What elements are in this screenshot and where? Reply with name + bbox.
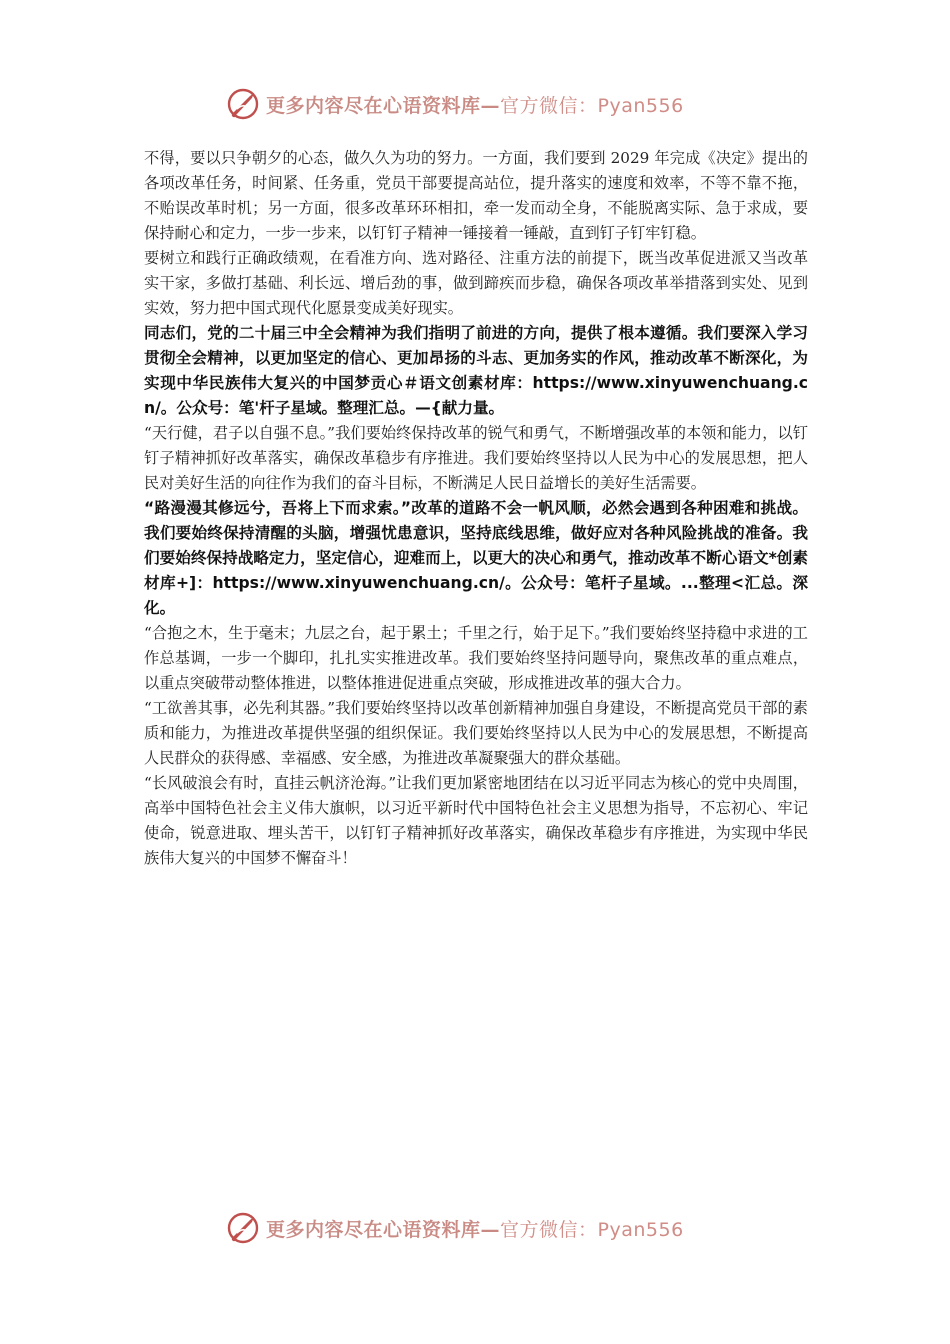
header-banner-text: 更多内容尽在心语资料库—官方微信：Pyan556 bbox=[266, 94, 684, 117]
brush-logo-icon bbox=[226, 1211, 260, 1245]
paragraph-bold: “路漫漫其修远兮，吾将上下而求索。”改革的道路不会一帆风顺，必然会遇到各种困难和挑战。我们要始终保持清醒的头脑，增强忧患意识，坚持底线思维，做好应对各种风险挑战的准备。我们要始终保持战略定力，坚定信心，迎难而上，以更大的决心和勇气，推动改革不断心语文*创素材库+]：https://www.xinyuwenchuang.cn/。公众号：笔杆子星域。...整理<汇总。深化。 bbox=[144, 499, 808, 617]
paragraph: “工欲善其事，必先利其器。”我们要始终坚持以改革创新精神加强自身建设，不断提高党员干部的素质和能力，为推进改革提供坚强的组织保证。我们要始终坚持以人民为中心的发展思想，不断提高人民群众的获得感、幸福感、安全感，为推进改革凝聚强大的群众基础。 bbox=[144, 699, 808, 767]
footer-banner-text: 更多内容尽在心语资料库—官方微信：Pyan556 bbox=[266, 1218, 684, 1241]
paragraph: “长风破浪会有时，直挂云帆济沧海。”让我们更加紧密地团结在以习近平同志为核心的党中央周围，高举中国特色社会主义伟大旗帜，以习近平新时代中国特色社会主义思想为指导，不忘初心、牢记使命，锐意进取、埋头苦干，以钉钉子精神抓好改革落实，确保改革稳步有序推进，为实现中华民族伟大复兴的中国梦不懈奋斗！ bbox=[144, 774, 808, 867]
paragraph-bold: 同志们，党的二十届三中全会精神为我们指明了前进的方向，提供了根本遵循。我们要深入学习贯彻全会精神，以更加坚定的信心、更加昂扬的斗志、更加务实的作风，推动改革不断深化，为实现中华民族伟大复兴的中国梦贡心＃语文创素材库：https://www.xinyuwenchuang.cn/。公众号：笔'杆子星域。整理汇总。—{献力量。 bbox=[144, 324, 808, 417]
header-banner bbox=[226, 86, 726, 122]
paragraph: 要树立和践行正确政绩观，在看准方向、选对路径、注重方法的前提下，既当改革促进派又当改革实干家，多做打基础、利长远、增后劲的事，做到蹄疾而步稳，确保各项改革举措落到实处、见到实效，努力把中国式现代化愿景变成美好现实。 bbox=[144, 249, 808, 317]
brush-logo-icon bbox=[226, 87, 260, 121]
paragraph: “合抱之木，生于毫末；九层之台，起于累土；千里之行，始于足下。”我们要始终坚持稳中求进的工作总基调，一步一个脚印，扎扎实实推进改革。我们要始终坚持问题导向，聚焦改革的重点难点，以重点突破带动整体推进，以整体推进促进重点突破，形成推进改革的强大合力。 bbox=[144, 624, 808, 692]
footer-banner bbox=[226, 1210, 726, 1246]
paragraph: 不得，要以只争朝夕的心态，做久久为功的努力。一方面，我们要到 2029 年完成《决定》提出的各项改革任务，时间紧、任务重，党员干部要提高站位，提升落实的速度和效率，不等不靠不拖，不贻误改革时机；另一方面，很多改革环环相扣，牵一发而动全身，不能脱离实际、急于求成，要保持耐心和定力，一步一步来，以钉钉子精神一锤接着一锤敲，直到钉子钉牢钉稳。 bbox=[144, 149, 808, 242]
document-body bbox=[144, 146, 808, 871]
paragraph: “天行健，君子以自强不息。”我们要始终保持改革的锐气和勇气，不断增强改革的本领和能力，以钉钉子精神抓好改革落实，确保改革稳步有序推进。我们要始终坚持以人民为中心的发展思想，把人民对美好生活的向往作为我们的奋斗目标，不断满足人民日益增长的美好生活需要。 bbox=[144, 424, 808, 492]
